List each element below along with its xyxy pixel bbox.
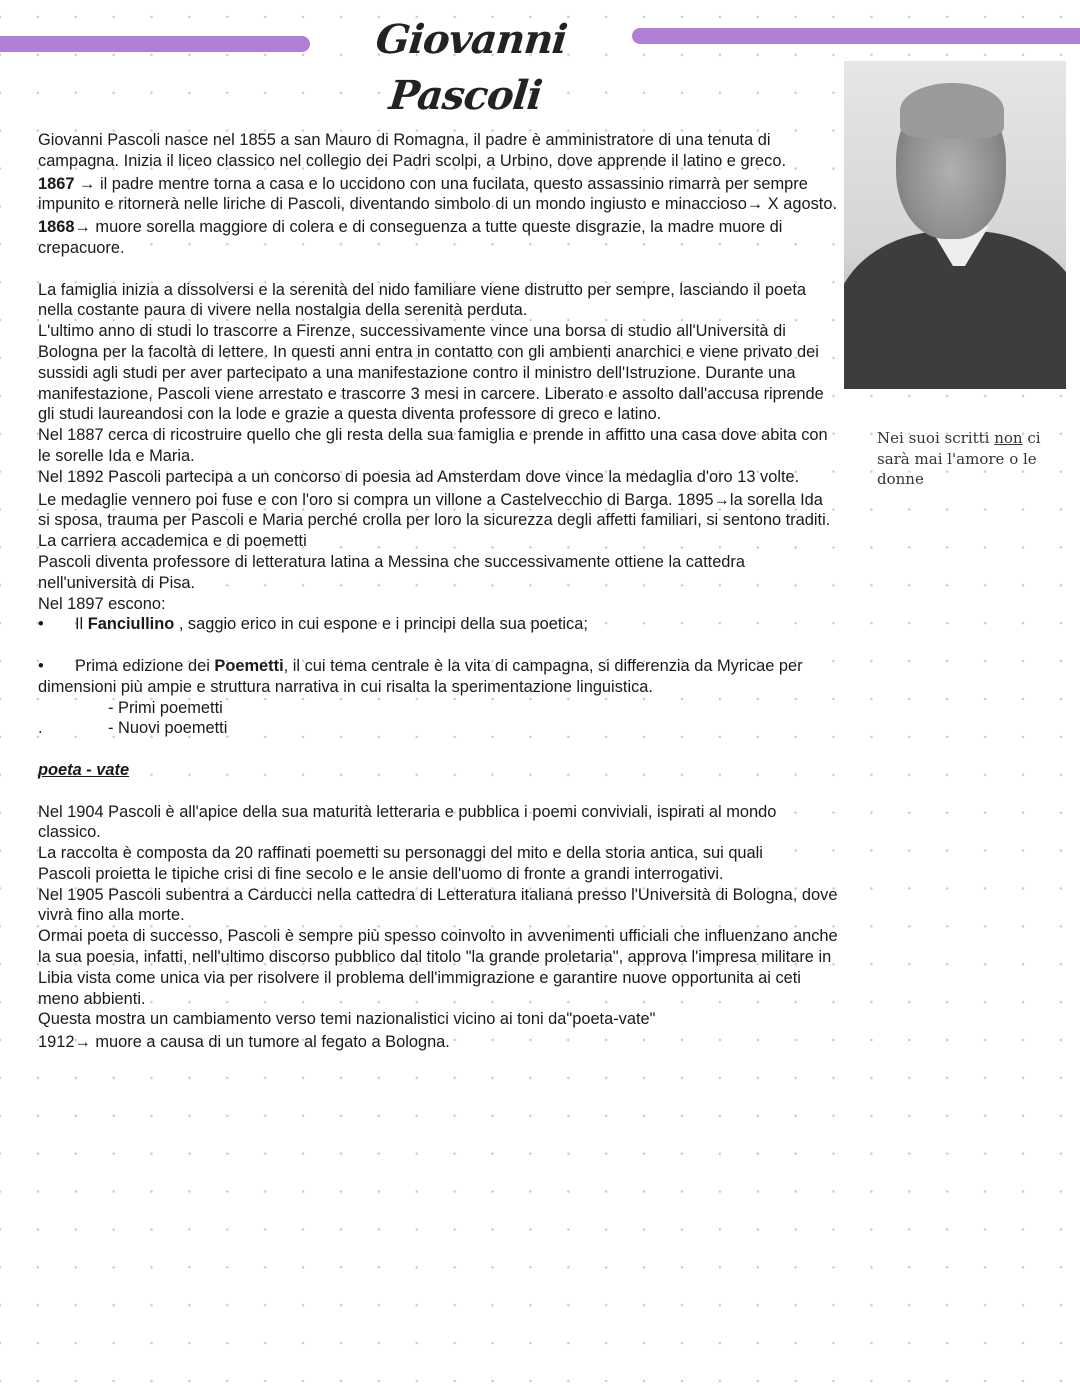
paragraph-1912: 1912→ muore a causa di un tumore al fegato a Bologna. — [38, 1033, 450, 1052]
paragraph-1892: Nel 1892 Pascoli partecipa a un concorso di poesia ad Amsterdam dove vince la medaglia d'oro 13 volte. — [38, 467, 800, 486]
poemetti-bold: Poemetti — [214, 656, 284, 675]
side-note-before: Nei suoi scritti — [877, 429, 995, 447]
section-heading-poeta-vate: poeta - vate — [38, 760, 130, 779]
side-note-underlined: non — [994, 429, 1023, 447]
paragraph-nazionalismo: Questa mostra un cambiamento verso temi nazionalistici vicino ai toni da"poeta-vate" — [38, 1010, 656, 1029]
portrait-photo — [844, 61, 1066, 389]
paragraph-1904: Nel 1904 Pascoli è all'apice della sua maturità letteraria e pubblica i poemi conviviali, ispirati al mondo classico. — [38, 802, 777, 842]
list-item-fanciullino: • Il Fanciullino , saggio erico in cui espone e i principi della sua poetica; — [38, 615, 588, 634]
paragraph-career-heading: La carriera accademica e di poemetti — [38, 532, 307, 551]
paragraph-raccolta: La raccolta è composta da 20 raffinati poemetti su personaggi del mito e della storia antica, sui quali — [38, 844, 763, 863]
title-accent-bar-left — [0, 36, 310, 52]
side-note-after: ci sarà mai l'amore o le donne — [877, 429, 1041, 488]
bullet-icon: • — [38, 656, 44, 675]
paragraph-successo: Ormai poeta di successo, Pascoli è sempre più spesso coinvolto in avvenimenti ufficiali che influenzano anche la sua poesia, infatti, nell'ultimo discorso pubblico dal titolo "la grande proletaria", approva l'impresa militare in Libia vista come unica via per risolvere il problema dell'immigrazione e garantire nuove opportunita ai ceti meno abbienti. — [38, 927, 838, 1008]
paragraph-family: La famiglia inizia a dissolversi e la serenità del nido familiare viene distrutto per sempre, lasciando il poeta nella costante paura di vivere nella nostalgia della serenità perduta. — [38, 280, 807, 320]
side-note — [877, 428, 1057, 490]
sub-item-primi-poemetti: - Primi poemetti — [108, 698, 223, 717]
paragraph-birth: Giovanni Pascoli nasce nel 1855 a san Mauro di Romagna, il padre è amministratore di una tenuta di campagna. Inizia il liceo classico nel collegio dei Padri scolpi, a Urbino, dove apprende il latino e greco. — [38, 131, 787, 170]
paragraph-1868 — [38, 217, 838, 259]
title-accent-bar-right — [632, 28, 1080, 44]
list-item-poemetti: • Prima edizione dei Poemetti, il cui tema centrale è la vita di campagna, si differenzia da Myricae per dimensioni più ampie e struttura narrativa in cui risalta la sperimentazione linguistica. — [38, 656, 803, 696]
paragraph-studies: L'ultimo anno di studi lo trascorre a Firenze, successivamente vince una borsa di studio all'Università di Bologna per la facoltà di lettere. In questi anni entra in contatto con gli ambienti anarchici e viene privato dei sussidi agli studi per aver partecipato a una manifestazione contro il ministro dell'Istruzione. Durante una manifestazione, Pascoli viene arrestato e trascorre 3 mesi in carcere. Liberato e assolto dall'accusa riprende gli studi laureandosi con la lode e grazie a questa diventa professore di greco e latino. — [38, 322, 824, 424]
paragraph-messina: Pascoli diventa professore di letteratura latina a Messina che successivamente ottiene la cattedra nell'università di Pisa. — [38, 552, 745, 592]
paragraph-1897: Nel 1897 escono: — [38, 594, 166, 613]
paragraph-medals: Le medaglie vennero poi fuse e con l'oro si compra un villone a Castelvecchio di Barga. 1895→la sorella Ida si sposa, trauma per Pascoli e Maria perché crolla per loro la sicurezza degli affetti familiari, si sentono traditi. — [38, 490, 831, 530]
paragraph-1887: Nel 1887 cerca di ricostruire quello che gli resta della sua famiglia e prende in affitto una casa dove abita con le sorelle Ida e Maria. — [38, 426, 828, 465]
paragraph-crisi: Pascoli proietta le tipiche crisi di fine secolo e le ansie dell'uomo di fronte a grandi interrogativi. — [38, 864, 724, 883]
paragraph-1867-text: → il padre mentre torna a casa e lo uccidono con una fucilata, questo assassinio rimarrà per sempre impunito e ritornerà nelle liriche di Pascoli, diventando simbolo di un mondo ingiusto e minaccioso→ X agosto. — [38, 174, 838, 214]
year-1867: 1867 — [38, 174, 75, 193]
portrait-hair — [900, 83, 1004, 138]
year-1868: 1868 — [38, 218, 75, 237]
page-title: Giovanni Pascoli — [373, 16, 570, 119]
paragraph-1867 — [38, 174, 838, 216]
sub-item-nuovi-poemetti: . - Nuovi poemetti — [38, 719, 228, 738]
paragraph-1868-text: → muore sorella maggiore di colera e di conseguenza a tutte queste disgrazie, la madre muore di crepacuore. — [38, 218, 783, 257]
fanciullino-bold: Fanciullino — [87, 615, 175, 634]
paragraph-1905: Nel 1905 Pascoli subentra a Carducci nella cattedra di Letteratura italiana presso l'Università di Bologna, dove vivrà fino alla morte. — [38, 885, 838, 925]
main-content — [38, 130, 838, 1053]
bullet-icon: • — [38, 615, 44, 634]
